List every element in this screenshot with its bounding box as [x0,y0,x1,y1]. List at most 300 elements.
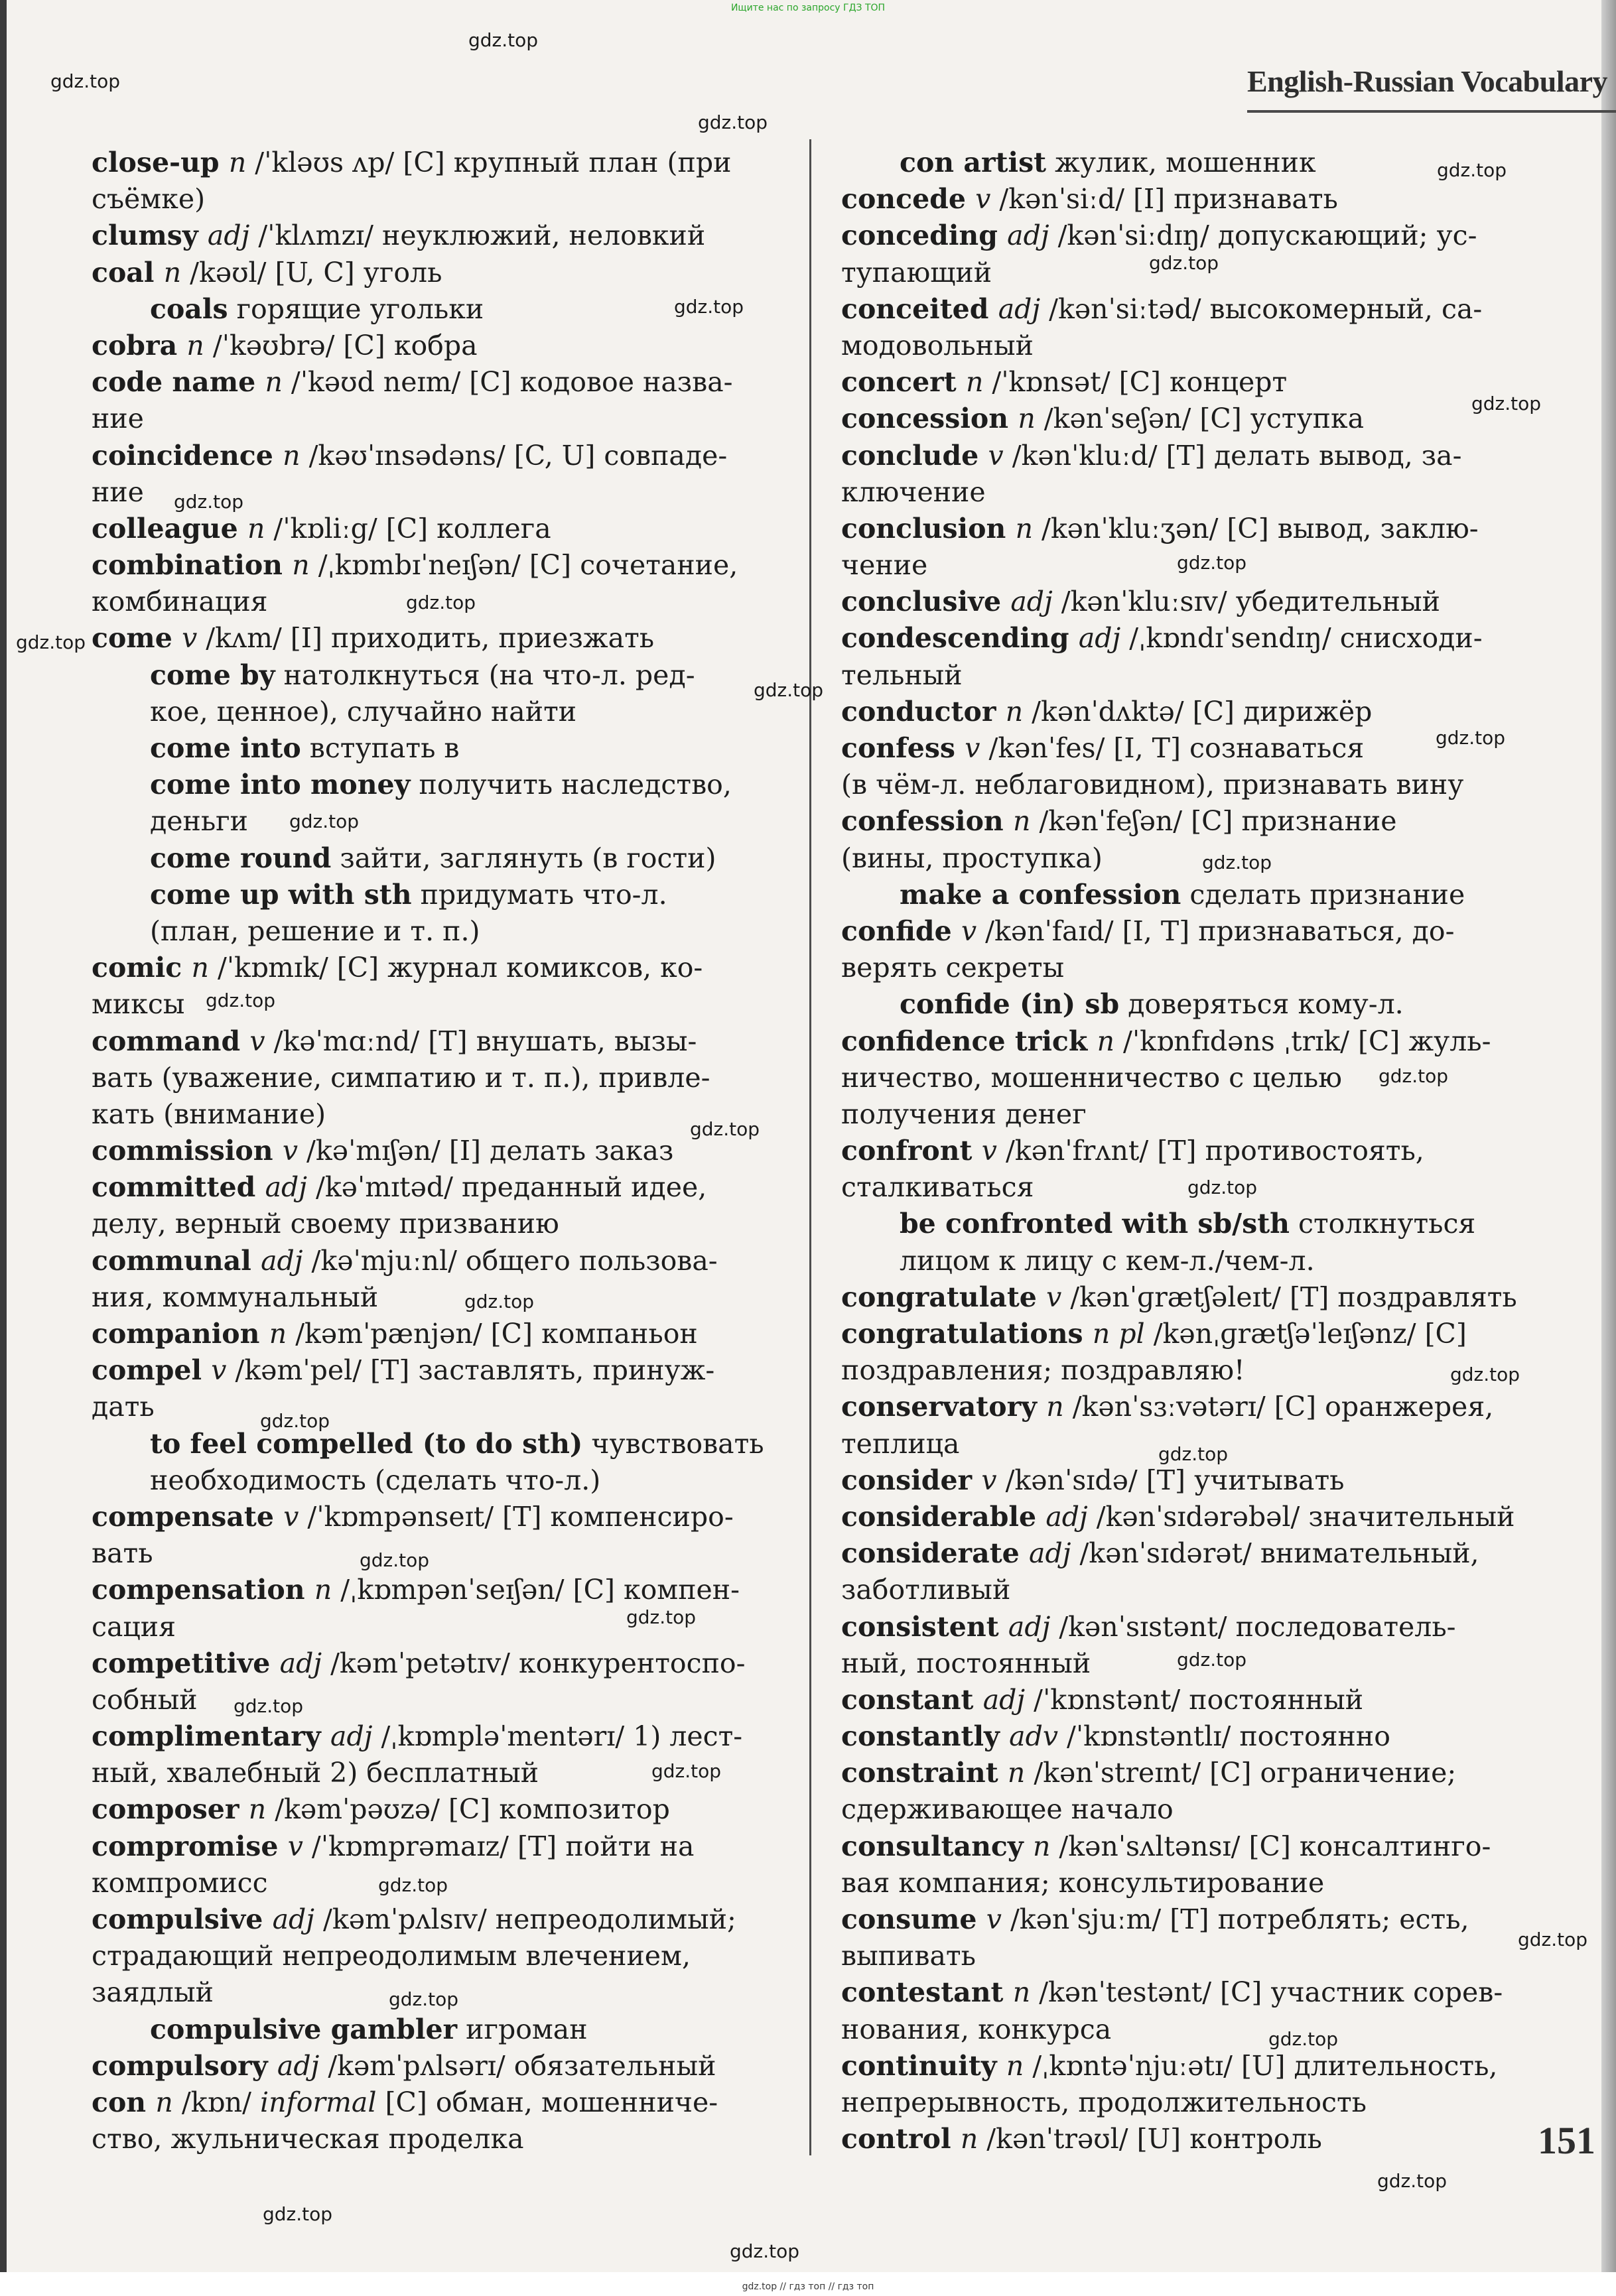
watermark: gdz.top [1177,552,1247,574]
headword: come round [150,842,332,874]
entry-line [92,181,795,218]
headword: conclusion [841,512,1016,544]
headword: comic [92,952,192,984]
right-page-edge [1601,0,1616,2296]
headword: compromise [92,1830,288,1862]
entry-line [841,950,1544,986]
entry-line [92,1828,795,1865]
entry-text: /kənˈtestənt/ [C] участник сорев- [1030,1976,1503,2009]
entry-line [841,1389,1544,1425]
entry-text: вая компания; консультирование [841,1866,1325,1899]
headword: contestant [841,1976,1013,2009]
entry-line [841,1243,1544,1279]
watermark: gdz.top [464,1291,535,1312]
entry-text: /kəmˈpænjən/ [C] компаньон [287,1318,698,1350]
entry-text: /ˈkɒnfɪdəns ˌtrɪk/ [C] жуль- [1114,1025,1491,1057]
entry-text: жулик, мошенник [1046,147,1316,178]
part-of-speech: n [163,256,182,288]
entry-line [841,767,1544,803]
entry-line [92,1535,795,1572]
watermark: gdz.top [378,1874,448,1896]
watermark: gdz.top [1436,727,1506,749]
headword: cobra [92,329,187,361]
entry-text: /kəmˈpəʊzə/ [C] композитор [266,1793,670,1826]
top-banner[interactable]: Ищите нас по запросу ГДЗ ТОП [730,3,886,13]
entry-text: тупающий [841,256,992,288]
watermark: gdz.top [1471,393,1542,415]
part-of-speech: adj [1008,1610,1051,1643]
entry-text: делу, верный своему призванию [92,1208,559,1240]
entry-line [92,730,795,767]
entry-line [92,767,795,803]
watermark: gdz.top [1177,1649,1247,1671]
headword: coals [150,292,228,325]
entry-line [92,1316,795,1352]
headword: conceited [841,292,998,325]
headword: control [841,2123,961,2155]
entry-text: /kənˈkluːsɪv/ убедительный [1052,586,1440,618]
entry-text: ключение [841,476,986,508]
headword: coal [92,256,164,288]
watermark: gdz.top [1450,1364,1520,1385]
entry-text: игроман [457,2013,588,2045]
headword: condescending [841,622,1079,655]
entry-line [92,1426,795,1462]
headword: congratulate [841,1281,1047,1313]
entry-line [92,547,795,584]
entry-text: верять секреты [841,952,1065,984]
entry-line [92,511,795,547]
watermark: gdz.top [1268,2028,1339,2050]
part-of-speech: v [287,1830,303,1862]
entry-text: /kənˈsiːd/ [I] признавать [990,183,1338,216]
headword: compulsory [92,2049,277,2082]
entry-text: ние [92,403,144,435]
entry-text: комбинация [92,586,268,618]
headword: code name [92,366,265,399]
running-header: English-Russian Vocabulary [1247,64,1608,98]
entry-line [92,1133,795,1169]
entry-text: вступать в [301,732,460,764]
headword: concede [841,183,976,216]
entry-text: зайти, заглянуть (в гости) [331,842,716,874]
entry-text: собный [92,1683,198,1716]
entry-text: /kəˈmɪtəd/ преданный идее, [306,1171,707,1204]
entry-text: чение [841,549,928,582]
entry-line [841,1572,1544,1608]
entry-line [841,328,1544,364]
headword: consume [841,1903,986,1935]
headword: consistent [841,1610,1008,1643]
entry-text: /kənˈdʌktə/ [C] дирижёр [1023,695,1373,728]
headword: conductor [841,695,1006,728]
entry-text: /ˈkɒliːg/ [C] коллега [265,512,551,544]
entry-line [92,255,795,291]
entry-text: /kənˈsɪdərəbəl/ значительный [1087,1500,1515,1533]
part-of-speech: v [975,183,991,216]
entry-text: /ˈkɒmɪk/ [C] журнал комиксов, ко- [208,952,703,984]
headword: clumsy [92,220,208,252]
entry-line [92,1682,795,1718]
entry-text: /ˈkɒnstənt/ постоянный [1025,1683,1364,1716]
entry-line [841,913,1544,950]
entry-line [841,1352,1544,1389]
watermark: gdz.top [1518,1929,1588,1950]
entry-line [841,1755,1544,1791]
bottom-banner: gdz.top // гдз топ // гдз топ [742,2281,874,2292]
entry-text: /kənˈsiːdɪŋ/ допускающий; ус- [1049,220,1477,252]
entry-text: чувствовать [582,1427,764,1460]
entry-text: /ˌkɒndɪˈsendɪŋ/ снисходи- [1120,622,1483,655]
entry-line [92,1718,795,1755]
part-of-speech: v [986,1903,1002,1935]
entry-line [92,2084,795,2121]
entry-text: /kənˈkluːd/ [T] делать вывод, за- [1003,439,1462,472]
headword: compulsive gambler [150,2013,458,2045]
entry-text: /ˈkɒnsət/ [C] концерт [983,366,1288,399]
part-of-speech: adj [1007,220,1049,252]
watermark: gdz.top [651,1760,722,1782]
entry-text: сделать признание [1181,878,1465,911]
headword: command [92,1025,250,1057]
part-of-speech: n [1005,695,1024,728]
part-of-speech: v [249,1025,265,1057]
entry-line [841,1462,1544,1499]
entry-line [92,694,795,730]
entry-text: /kənˈstreɪnt/ [C] ограничение; [1025,1757,1457,1789]
part-of-speech: v [965,732,980,764]
headword: concert [841,366,966,399]
entry-text: модовольный [841,329,1034,361]
entry-line [841,840,1544,877]
entry-text: /kənˈɡrætʃəleɪt/ [T] поздравлять [1061,1281,1517,1313]
entry-text: (план, решение и т. п.) [150,915,480,947]
entry-line [92,2011,795,2048]
part-of-speech: adj [330,1720,373,1753]
entry-text: /kʌm/ [I] приходить, приезжать [197,622,655,655]
part-of-speech: adj [272,1903,314,1935]
part-of-speech: n [1007,1757,1026,1789]
entry-line [92,620,795,657]
part-of-speech: adj [1078,622,1121,655]
part-of-speech: v [211,1354,227,1387]
entry-line [92,438,795,474]
entry-line [92,657,795,694]
entry-text: /ˌkɒmpləˈmentərɪ/ 1) лест- [372,1720,743,1753]
entry-text: /kənˈseʃən/ [C] уступка [1035,403,1365,435]
part-of-speech: n [1006,2049,1024,2082]
headword: come into money [150,769,411,801]
entry-text: нования, конкурса [841,2013,1112,2045]
headword: close-up [92,147,229,178]
watermark: gdz.top [468,29,539,51]
entry-line [92,986,795,1023]
headword: confession [841,805,1014,838]
entry-text: поздравления; поздравляю! [841,1354,1245,1387]
part-of-speech: adj [982,1683,1026,1716]
entry-line [841,1791,1544,1828]
entry-text: /ˈkɒmprəmaɪz/ [T] пойти на [303,1830,695,1862]
entry-line [841,2011,1544,2048]
entry-text: горящие угольки [228,292,484,325]
entry-text: ный, хвалебный 2) бесплатный [92,1757,539,1789]
entry-text: ничество, мошенничество с целью [841,1061,1342,1094]
part-of-speech: n [1097,1025,1114,1057]
entry-text: /kɒn/ [172,2086,261,2118]
entry-line [841,1718,1544,1755]
part-of-speech: n [191,952,209,984]
entry-line [92,218,795,254]
entry-line [92,1938,795,1974]
entry-text: миксы [92,988,185,1021]
headword: come by [150,659,275,691]
watermark: gdz.top [389,1988,459,2010]
entry-text: /kənˈkluːʒən/ [C] вывод, заклю- [1032,512,1479,544]
entry-line [841,1828,1544,1865]
part-of-speech: adj [1010,586,1053,618]
entry-line [92,2121,795,2157]
entry-line [841,291,1544,328]
entry-text: сдерживающее начало [841,1793,1174,1826]
entry-text: получить наследство, [410,769,732,801]
entry-text: ный, постоянный [841,1647,1091,1679]
part-of-speech: v [961,915,977,947]
entry-text: /kənˈsɪstənt/ последователь- [1050,1610,1456,1643]
entry-line [92,2048,795,2084]
headword: communal [92,1244,261,1277]
entry-text: дать [92,1391,155,1423]
entry-line [841,1316,1544,1352]
entry-line [841,1535,1544,1572]
part-of-speech: n [228,147,247,178]
entry-line [841,181,1544,218]
entry-line [92,1023,795,1060]
part-of-speech: v [988,439,1004,472]
entry-text: страдающий непреодолимым влечением, [92,1940,691,1972]
watermark: gdz.top [674,296,744,318]
entry-line [92,877,795,913]
entry-line [841,1682,1544,1718]
entry-text: вать (уважение, симпатию и т. п.), привле- [92,1061,710,1094]
headword: con [92,2086,156,2118]
entry-line [92,950,795,986]
headword: come [92,622,182,655]
watermark: gdz.top [50,70,121,92]
watermark: gdz.top [260,1410,330,1432]
entry-line [841,584,1544,620]
entry-line [841,364,1544,401]
headword: come into [150,732,301,764]
watermark: gdz.top [754,679,824,701]
watermark: gdz.top [1377,2170,1448,2192]
entry-text: /kənˈfrʌnt/ [T] противостоять, [996,1135,1424,1167]
entry-text: [C] обман, мошенниче- [376,2086,718,2118]
headword: composer [92,1793,249,1826]
headword: committed [92,1171,265,1204]
entry-text: сация [92,1610,176,1643]
entry-text: /kəmˈpʌlsɪv/ непреодолимый; [314,1903,736,1935]
entry-line [92,1096,795,1133]
headword: commission [92,1135,283,1167]
part-of-speech: adj [265,1171,307,1204]
entry-line [92,803,795,840]
headword: colleague [92,512,247,544]
headword: con artist [900,147,1047,178]
headword: compensation [92,1574,314,1606]
part-of-speech: v [1046,1281,1062,1313]
entry-line [841,620,1544,657]
entry-text: необходимость (сделать что-л.) [150,1464,601,1496]
entry-line [92,1791,795,1828]
entry-text: придумать что-л. [411,878,667,911]
headword: compulsive [92,1903,273,1935]
entry-line [841,1938,1544,1974]
entry-text: получения денег [841,1098,1087,1130]
watermark: gdz.top [1379,1065,1449,1087]
headword: continuity [841,2049,1006,2082]
part-of-speech: n [1046,1391,1064,1423]
entry-text: ния, коммунальный [92,1281,379,1313]
part-of-speech: v [981,1464,997,1496]
part-of-speech: adj [277,2049,320,2082]
entry-line [92,1645,795,1682]
part-of-speech: adv [1009,1720,1058,1753]
part-of-speech: n [248,1793,267,1826]
headword: competitive [92,1647,280,1679]
entry-text: натолкнуться (на что-л. ред- [275,659,695,691]
entry-text: ство, жульническая проделка [92,2123,524,2155]
entry-line [841,657,1544,694]
entry-text: кать (внимание) [92,1098,326,1130]
entry-line [92,1901,795,1938]
entry-line [841,1133,1544,1169]
entry-line [841,511,1544,547]
part-of-speech: n [1018,403,1036,435]
entry-text: /ˈkləʊs ʌp/ [C] крупный план (при [246,147,732,178]
entry-text: тельный [841,659,963,691]
entry-text: /ˈkɒnstəntlɪ/ постоянно [1058,1720,1390,1753]
entry-text: лицом к лицу с кем-л./чем-л. [900,1244,1315,1277]
entry-line [92,1499,795,1535]
entry-line [92,1060,795,1096]
part-of-speech: n [155,2086,173,2118]
entry-line [841,2084,1544,2121]
headword: to feel compelled (to do sth) [150,1427,583,1460]
headword: concession [841,403,1018,435]
part-of-speech: adj [1045,1500,1088,1533]
part-of-speech: v [283,1500,299,1533]
entry-line [841,474,1544,511]
header-rule [1247,110,1616,113]
headword: combination [92,549,293,582]
entry-line [841,1096,1544,1133]
right-column [841,145,1544,2157]
entry-line [92,1389,795,1425]
entry-line [841,2121,1544,2157]
entry-text: теплица [841,1427,960,1460]
entry-text: вать [92,1537,153,1570]
entry-line [841,1499,1544,1535]
part-of-speech: n [1013,805,1031,838]
headword: congratulations [841,1318,1093,1350]
watermark: gdz.top [360,1549,430,1571]
watermark: gdz.top [1158,1443,1229,1465]
watermark: gdz.top [406,592,476,613]
entry-line [841,803,1544,840]
entry-line [92,364,795,401]
part-of-speech: v [182,622,198,655]
watermark: gdz.top [16,631,86,653]
headword: consider [841,1464,982,1496]
headword: be confronted with sb/sth [900,1208,1290,1240]
part-of-speech: n [247,512,265,544]
watermark: gdz.top [1202,852,1272,873]
headword: make a confession [900,878,1181,911]
headword: constantly [841,1720,1010,1753]
entry-text: (в чём-л. неблаговидном), признавать вину [841,769,1464,801]
headword: confess [841,732,965,764]
entry-text: заботливый [841,1574,1011,1606]
entry-text: /ˈkəʊbrə/ [C] кобра [204,329,478,361]
headword: conclusive [841,586,1011,618]
headword: conclude [841,439,988,472]
entry-line [841,1901,1544,1938]
entry-text: /kənˈsɪdərət/ внимательный, [1071,1537,1479,1570]
entry-text: /kəʊˈɪnsədəns/ [C, U] совпаде- [300,439,728,472]
part-of-speech: n [1032,1830,1051,1862]
entry-line [92,1169,795,1206]
entry-line [92,401,795,437]
entry-text: /ˈkɒmpənseɪt/ [T] компенсиро- [299,1500,734,1533]
part-of-speech: n [965,366,984,399]
watermark: gdz.top [263,2203,333,2225]
watermark: gdz.top [690,1118,760,1140]
entry-line [92,1352,795,1389]
entry-text: /kənˈsɪdə/ [T] учитывать [996,1464,1345,1496]
entry-text: /kəˈmɑːnd/ [T] внушать, вызы- [265,1025,697,1057]
part-of-speech: n [1015,512,1033,544]
entry-text: /ˈklʌmzɪ/ неуклюжий, неловкий [249,220,706,252]
entry-text: /kənˈsiːtəd/ высокомерный, са- [1040,292,1483,325]
watermark: gdz.top [234,1695,304,1717]
watermark: gdz.top [206,989,276,1011]
entry-text: /kəmˈpetətɪv/ конкурентоспо- [322,1647,746,1679]
entry-line [841,1279,1544,1316]
entry-text: выпивать [841,1940,976,1972]
part-of-speech: n pl [1092,1318,1145,1350]
headword: confront [841,1135,982,1167]
entry-line [92,1572,795,1608]
column-divider [809,139,811,2155]
entry-text: /ˌkɒmpənˈseɪʃən/ [C] компен- [332,1574,740,1606]
headword: confidence trick [841,1025,1097,1057]
headword: compel [92,1354,212,1387]
entry-line [92,145,795,181]
headword: constant [841,1683,983,1716]
watermark: gdz.top [698,111,768,133]
entry-line [92,1206,795,1242]
headword: conservatory [841,1391,1047,1423]
entry-text: /kəmˈpʌlsərɪ/ обязательный [319,2049,716,2082]
entry-text: /ˌkɒmbɪˈneɪʃən/ [C] сочетание, [309,549,738,582]
entry-text: /kənˈfes/ [I, T] сознаваться [980,732,1365,764]
entry-line [841,1974,1544,2011]
part-of-speech: informal [260,2086,377,2118]
entry-text: деньги [150,805,248,838]
watermark: gdz.top [626,1606,697,1628]
part-of-speech: adj [207,220,250,252]
entry-line [841,218,1544,254]
